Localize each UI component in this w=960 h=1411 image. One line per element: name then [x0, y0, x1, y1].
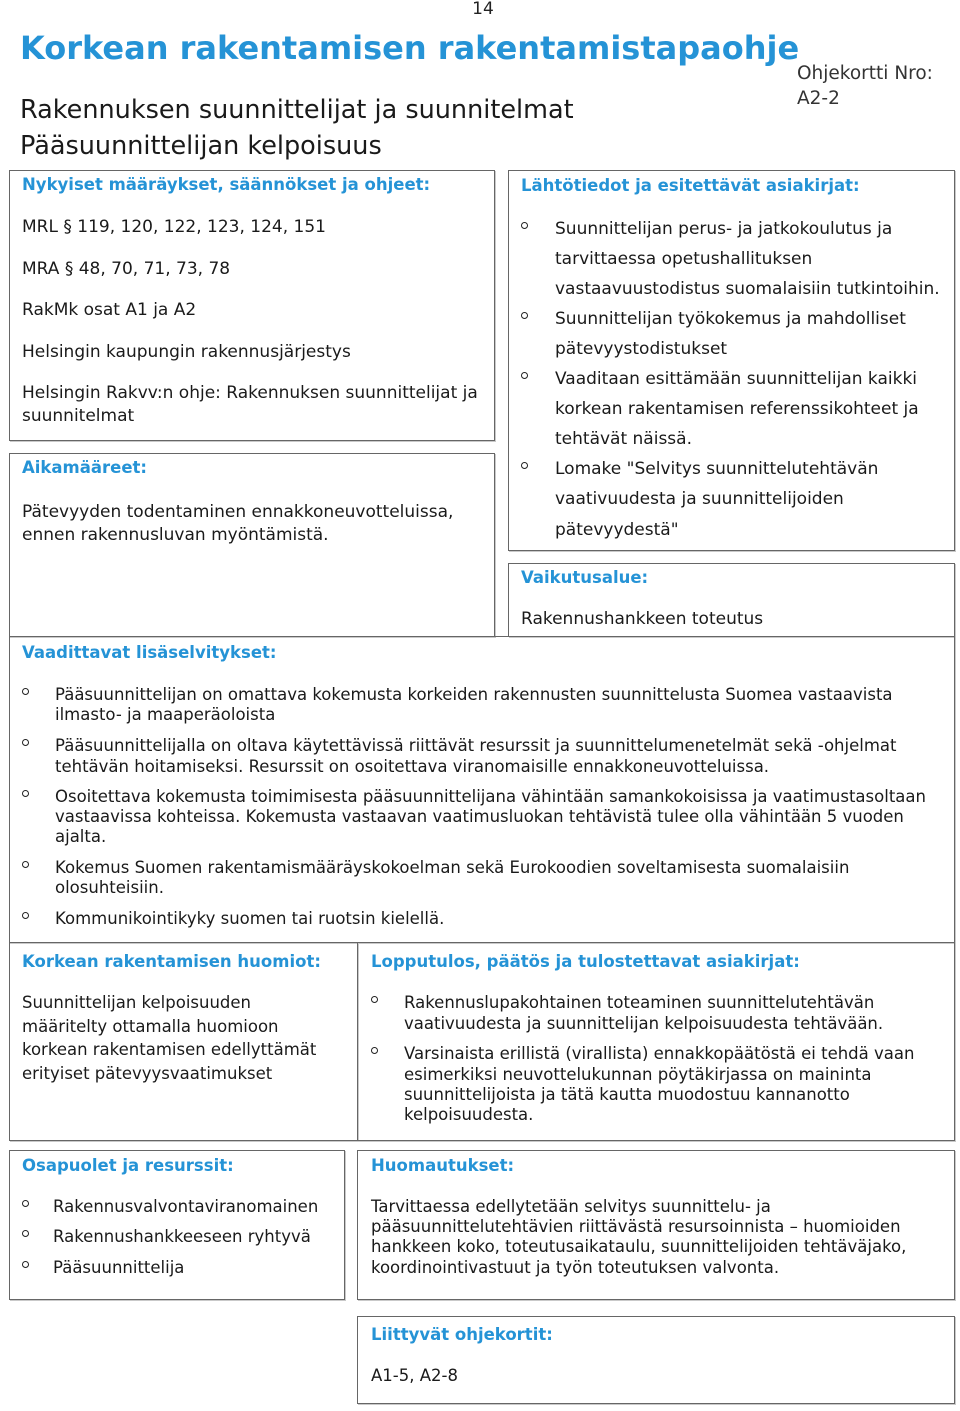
source-document-line: Vaaditaan esittämään suunnittelijan kaikki: [555, 369, 918, 389]
requirement-line: ilmasto- ja maaperäoloista: [55, 705, 276, 724]
party-item: Pääsuunnittelija: [53, 1258, 185, 1277]
source-documents-heading: Lähtötiedot ja esitettävät asiakirjat:: [521, 176, 860, 195]
remark-line: hankkeen koko, toteutusaikataulu, suunnittelijoiden tehtäväjako,: [371, 1237, 907, 1256]
source-document-line: Suunnittelijan työkokemus ja mahdolliset: [555, 309, 906, 329]
card-number-label: Ohjekortti Nro:: [797, 63, 933, 84]
high-rise-note-line: korkean rakentamisen edellyttämät: [22, 1040, 317, 1059]
bullet-icon: [22, 912, 29, 919]
regulation-line: Helsingin kaupungin rakennusjärjestys: [22, 342, 351, 362]
high-rise-note-line: Suunnittelijan kelpoisuuden: [22, 993, 251, 1012]
bullet-icon: [22, 861, 29, 868]
regulations-heading: Nykyiset määräykset, säännökset ja ohjeet:: [22, 175, 431, 194]
time-limits-heading: Aikamääreet:: [22, 458, 147, 477]
related-cards-box: [357, 1316, 955, 1404]
regulation-line: MRL § 119, 120, 122, 123, 124, 151: [22, 217, 326, 237]
scope-heading: Vaikutusalue:: [521, 568, 649, 587]
high-rise-note-line: määritelty ottamalla huomioon: [22, 1017, 279, 1036]
outcome-heading: Lopputulos, päätös ja tulostettavat asiakirjat:: [371, 952, 800, 971]
source-document-line: vastaavuustodistus suomalaisiin tutkintoihin.: [555, 279, 940, 299]
additional-requirements-heading: Vaadittavat lisäselvitykset:: [22, 643, 277, 662]
related-cards-text: A1-5, A2-8: [371, 1366, 458, 1385]
bullet-icon: [371, 996, 378, 1003]
parties-heading: Osapuolet ja resurssit:: [22, 1156, 234, 1175]
source-documents-box: [508, 170, 955, 551]
bullet-icon: [521, 312, 528, 319]
outcome-line: suunnittelijoista ja tätä kautta muodostuu kannanotto: [404, 1085, 850, 1104]
time-limits-box: [9, 453, 495, 637]
outcome-line: Varsinaista erillistä (virallista) ennakkopäätöstä ei tehdä vaan: [404, 1044, 915, 1063]
remark-line: pääsuunnittelutehtävien riittävästä resursoinnista – huomioiden: [371, 1217, 901, 1236]
requirement-line: Pääsuunnittelijalla on oltava käytettävissä riittävät resurssit ja suunnittelumenetelmät sekä -ohjelmat: [55, 736, 897, 755]
bullet-icon: [521, 462, 528, 469]
regulations-box: [9, 170, 495, 441]
scope-text: Rakennushankkeen toteutus: [521, 609, 764, 629]
document-title: Korkean rakentamisen rakentamistapaohje: [20, 29, 800, 67]
parties-box: [9, 1150, 345, 1300]
requirement-line: ajalta.: [55, 827, 107, 846]
remarks-box: [357, 1150, 955, 1300]
requirement-line: Pääsuunnittelijan on omattava kokemusta korkeiden rakennusten suunnittelusta Suomea vastaavista: [55, 685, 893, 704]
high-rise-notes-box: [9, 942, 358, 1141]
outcome-box: [357, 942, 955, 1141]
requirement-line: olosuhteisiin.: [55, 878, 164, 897]
source-document-line: pätevyystodistukset: [555, 339, 728, 359]
outcome-line: kelpoisuudesta.: [404, 1105, 534, 1124]
remark-line: Tarvittaessa edellytetään selvitys suunnittelu- ja: [371, 1197, 771, 1216]
high-rise-note-line: erityiset pätevyysvaatimukset: [22, 1064, 273, 1083]
bullet-icon: [22, 739, 29, 746]
requirement-line: vastaavissa kohteissa. Kokemusta vastaavan vaatimusluokan tehtävistä tulee olla vähintään 5 vuoden: [55, 807, 904, 826]
source-document-line: tehtävät näissä.: [555, 429, 692, 449]
regulation-line: MRA § 48, 70, 71, 73, 78: [22, 259, 231, 279]
time-limit-line: ennen rakennusluvan myöntämistä.: [22, 525, 329, 545]
bullet-icon: [22, 790, 29, 797]
source-document-line: korkean rakentamisen referenssikohteet ja: [555, 399, 919, 419]
regulation-line: suunnitelmat: [22, 406, 135, 426]
party-item: Rakennusvalvontaviranomainen: [53, 1197, 319, 1216]
bullet-icon: [22, 1200, 29, 1207]
source-document-line: Lomake "Selvitys suunnittelutehtävän: [555, 459, 879, 479]
scope-box: [508, 563, 955, 637]
page-number: 14: [472, 0, 494, 19]
regulation-line: Helsingin Rakvv:n ohje: Rakennuksen suunnittelijat ja: [22, 383, 478, 403]
bullet-icon: [521, 222, 528, 229]
source-document-line: vaativuudesta ja suunnittelijoiden: [555, 489, 844, 509]
additional-requirements-box: [9, 636, 955, 943]
time-limit-line: Pätevyyden todentaminen ennakkoneuvotteluissa,: [22, 502, 454, 522]
bullet-icon: [371, 1047, 378, 1054]
high-rise-notes-heading: Korkean rakentamisen huomiot:: [22, 952, 321, 971]
source-document-line: Suunnittelijan perus- ja jatkokoulutus ja: [555, 219, 893, 239]
remarks-heading: Huomautukset:: [371, 1156, 515, 1175]
requirement-line: tehtävän hoitamiseksi. Resurssit on osoitettava viranomaisille ennakkoneuvotteluissa.: [55, 757, 770, 776]
source-document-line: pätevyydestä": [555, 520, 679, 540]
related-cards-heading: Liittyvät ohjekortit:: [371, 1325, 553, 1344]
source-document-line: tarvittaessa opetushallituksen: [555, 249, 813, 269]
document-topic: Pääsuunnittelijan kelpoisuus: [20, 131, 382, 161]
outcome-line: esimerkiksi neuvottelukunnan pöytäkirjassa on maininta: [404, 1065, 872, 1084]
bullet-icon: [22, 688, 29, 695]
requirement-line: Kokemus Suomen rakentamismääräyskokoelman sekä Eurokoodien soveltamisesta suomalaisiin: [55, 858, 850, 877]
bullet-icon: [521, 372, 528, 379]
requirement-line: Osoitettava kokemusta toimimisesta pääsuunnittelijana vähintään samankokoisissa ja vaatimustasoltaan: [55, 787, 926, 806]
remark-line: koordinointivastuut ja työn toteutuksen valvonta.: [371, 1258, 780, 1277]
outcome-line: Rakennuslupakohtainen toteaminen suunnittelutehtävän: [404, 993, 875, 1012]
outcome-line: vaativuudesta ja suunnittelijan kelpoisuudesta tehtävään.: [404, 1014, 884, 1033]
regulation-line: RakMk osat A1 ja A2: [22, 300, 197, 320]
document-subtitle: Rakennuksen suunnittelijat ja suunnitelmat: [20, 95, 574, 125]
card-number: A2-2: [797, 88, 840, 109]
party-item: Rakennushankkeeseen ryhtyvä: [53, 1227, 311, 1246]
bullet-icon: [22, 1261, 29, 1268]
requirement-line: Kommunikointikyky suomen tai ruotsin kielellä.: [55, 909, 445, 928]
bullet-icon: [22, 1230, 29, 1237]
